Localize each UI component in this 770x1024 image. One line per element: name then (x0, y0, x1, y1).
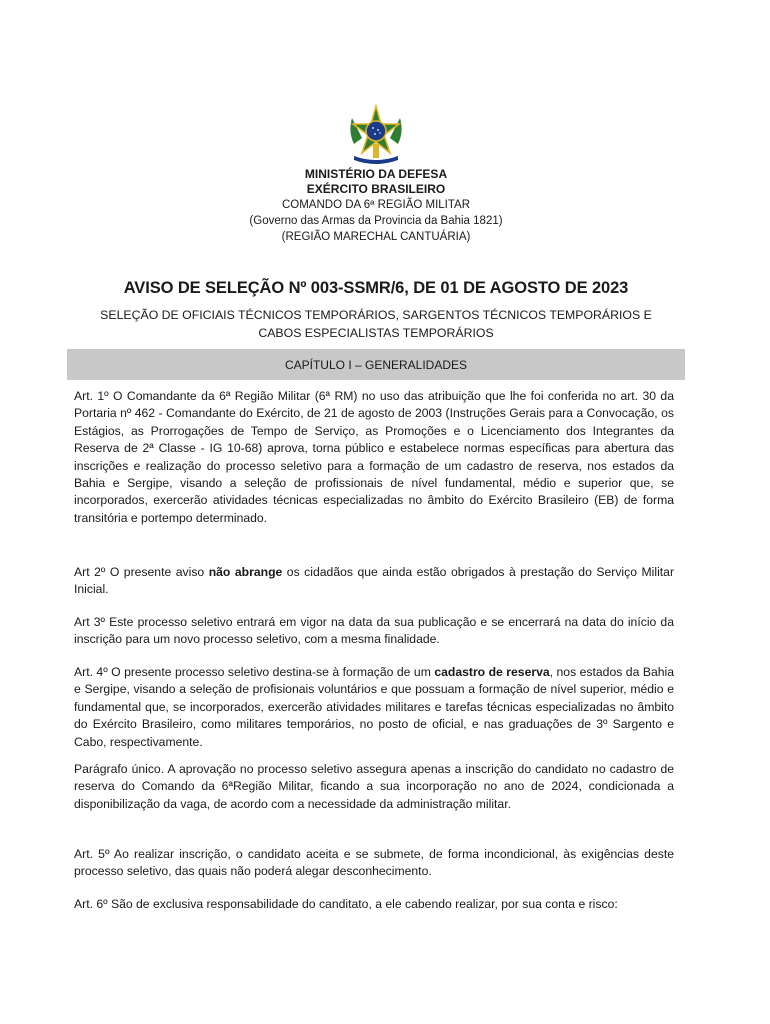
article-3: Art 3º Este processo seletivo entrará em vigor na data da sua publicação e se encerrará na data do início da inscrição para um novo processo seletivo, com a mesma finalidade. (74, 615, 674, 647)
article-4: Art. 4º O presente processo seletivo destina-se à formação de um cadastro de reserva, nos estados da Bahia e Sergipe, visando a seleção de profisionais voluntários e que possuam a formação de nível superior, médio e fundamental que, se incorporados, exercerão atividades militares e tarefas técnicas especializadas no âmbito do Exército Brasileiro, como militares temporários, no posto de oficial, e nas graduações de 3º Sargento e Cabo, respectivamente. (74, 665, 674, 749)
command-line: COMANDO DA 6ª REGIÃO MILITAR (281, 199, 471, 211)
regiao-line: (REGIÃO MARECHAL CANTUÁRIA) (281, 231, 471, 243)
paragrafo-unico: Parágrafo único. A aprovação no processo seletivo assegura apenas a inscrição do candidato no cadastro de reserva do Comando da 6ªRegião Militar, ficando a sua incorporação no ano de 2024, condicionada a disponibilização da vaga, de acordo com a necessidade da administração militar. (74, 762, 674, 811)
article-1: Art. 1º O Comandante da 6ª Região Militar (6ª RM) no uso das atribuição que lhe foi conferida no art. 30 da Portaria nº 462 - Comandante do Exército, de 21 de agosto de 2003 (Instruções Gerais para a Convocação, os Estágios, as Prorrogações de Tempo de Serviço, as Promoções e o Licenciamento dos Integrantes da Reserva de 2ª Classe - IG 10-68) aprova, torna público e estabelece normas específicas para abertura das inscrições e realização do processo seletivo para a formação de um cadastro de reserva, nos estados da Bahia e Sergipe, visando a seleção de profissionais de nível fundamental, médio e superior que, se incorporados, exercerão atividades técnicas especializadas no âmbito do Exército Brasileiro (EB) de forma transitória e portempo determinado. (74, 389, 674, 525)
governo-line: (Governo das Armas da Provincia da Bahia 1821) (249, 215, 503, 227)
article-5: Art. 5º Ao realizar inscrição, o candidato aceita e se submete, de forma incondicional, às exigências deste processo seletivo, das quais não poderá alegar desconhecimento. (74, 847, 674, 879)
document-subtitle: SELEÇÃO DE OFICIAIS TÉCNICOS TEMPORÁRIOS, SARGENTOS TÉCNICOS TEMPORÁRIOS E CABOS ESPECIALISTAS TEMPORÁRIOS (100, 308, 652, 340)
ministry-heading: MINISTÉRIO DA DEFESA (304, 167, 448, 181)
army-heading: EXÉRCITO BRASILEIRO (306, 182, 446, 196)
document-title: AVISO DE SELEÇÃO Nº 003-SSMR/6, DE 01 DE AGOSTO DE 2023 (123, 279, 629, 297)
article-2: Art 2º O presente aviso não abrange os cidadãos que ainda estão obrigados à prestação do Serviço Militar Inicial. (74, 565, 675, 597)
chapter-heading: CAPÍTULO I – GENERALIDADES (67, 349, 685, 380)
coat-of-arms-icon (344, 104, 408, 166)
article-6: Art. 6º São de exclusiva responsabilidade do canditato, a ele cabendo realizar, por sua conta e risco: (74, 897, 618, 911)
